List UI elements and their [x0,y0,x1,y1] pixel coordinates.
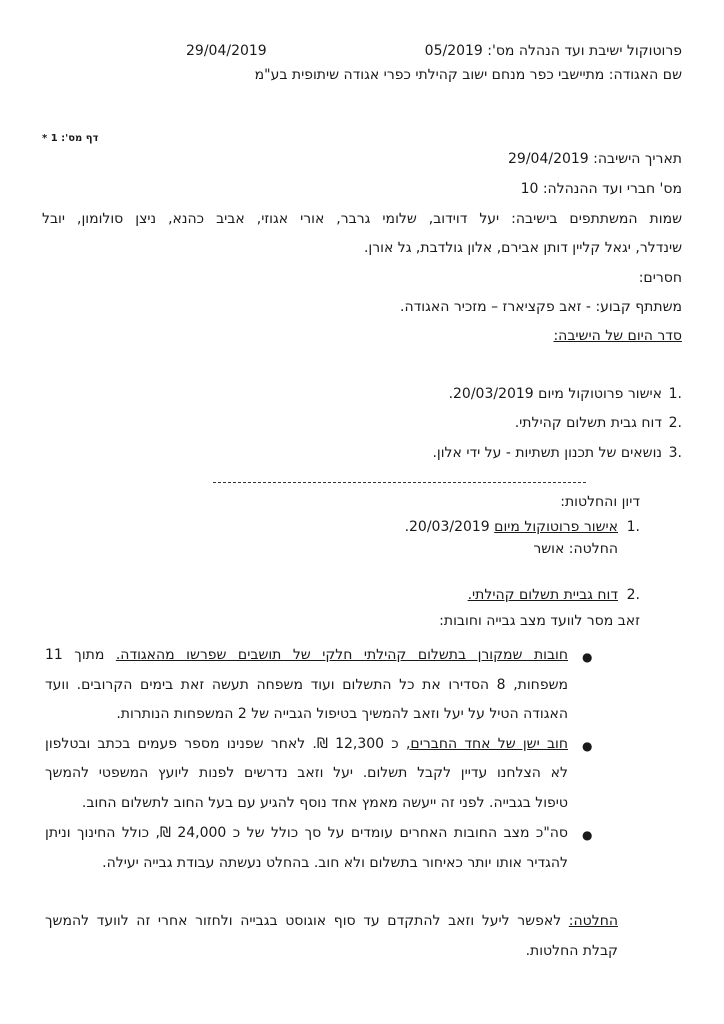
association-name: שם האגודה: מתיישבי כפר מנחם ישוב קהילתי כפרי אגודה שיתופית בע"מ [254,67,682,83]
discussion-item1-heading [405,519,618,535]
discussion-item-number: 1. [626,519,640,535]
participants-line1: שמות המשתתפים בישיבה: יעל דוידוב, שלומי גרבר, אורי אגוזי, אביב כהנא, ניצן סולומון, יובל [42,211,682,227]
discussion-item1-decision: החלטה: אושר [533,541,618,557]
discussion-item-number: 2. [626,587,640,603]
permanent-participant: משתתף קבוע: - זאב פקציארז – מזכיר האגודה. [400,299,682,315]
bullet-icon: ● [582,828,593,842]
decision-line2: קבלת החלטות. [525,943,618,959]
agenda-number: 3. [668,445,682,461]
discussion-item2-title: דוח גביית תשלום קהילתי. [467,587,618,603]
bullet1-line3: האגודה הטיל על יעל וזאב להמשיך בטיפול הגבייה של 2 המשפחות הנותרות. [116,706,568,722]
agenda-number: 2. [668,415,682,431]
header-date: 29/04/2019 [186,43,267,59]
page-number: דף מס': 1 * [42,133,99,144]
bullet-icon: ● [582,739,593,753]
agenda-number: 1. [668,386,682,402]
bullet3-line2: להגדיר אותו יותר כאיחור בתשלום ולא חוב. בהחלט נעשתה עבודת גבייה יעילה. [102,855,568,871]
decision-label: החלטה: [568,913,618,929]
section-divider [213,482,586,483]
bullet1-underlined: חובות שמקורן בתשלום קהילתי חלקי של תושבים שפרשו מהאגודה. [115,647,569,663]
decision-line1 [45,913,618,929]
agenda-item: אישור פרוטוקול מיום 20/03/2019. [448,386,662,402]
absent-label: חסרים: [638,270,682,286]
bullet2-line2: לא הצלחנו עדיין לקבל תשלום. יעל וזאב נדרשים לפנות ליועץ המשפטי להמשך [45,765,568,781]
agenda-item: נושאים של תכנון תשתיות - על ידי אלון. [432,445,662,461]
bullet2-line1 [45,736,568,752]
agenda-item: דוח גבית תשלום קהילתי. [514,415,662,431]
bullet2-underlined: חוב ישן של אחד החברים, [405,736,569,752]
discussion-item1-date: 20/03/2019. [404,519,490,535]
discussion-title: דיון והחלטות: [560,494,640,510]
participants-line2: שינדלר, יגאל קליין דותן אבירם, אלון גולדבת, גל אורן. [363,240,682,256]
agenda-title: סדר היום של הישיבה: [553,328,682,344]
bullet2-line3: טיפול בגבייה. לפני זה ייעשה מאמץ אחד נוסף להגיע עם בעל החוב לתשלום החוב. [81,795,568,811]
protocol-title: פרוטוקול ישיבת ועד הנהלה מס': 05/2019 [424,43,682,59]
discussion-item2-intro: זאב מסר לוועד מצב גבייה וחובות: [439,613,640,629]
bullet3-line1: סה"כ מצב החובות האחרים עומדים על סך כולל של כ 24,000 ₪, כולל החינוך וניתן [45,825,569,841]
bullet-icon: ● [582,650,593,664]
bullet2-rest: כ 12,300 ₪. לאחר שפנינו מספר פעמים בכתב ובטלפון [45,736,399,752]
bullet1-line2: משפחות, 8 הסדירו את כל התשלום ועוד משפחה תעשה זאת בימים הקרובים. וועד [45,677,568,693]
meeting-date: תאריך הישיבה: 29/04/2019 [508,151,682,167]
discussion-item1-title: אישור פרוטוקול מיום [494,519,618,535]
decision-text: לאפשר ליעל וזאב להתקדם עד סוף אוגוסט בגבייה ולחזור אחרי זה לוועד להמשך [45,913,562,929]
bullet1-line1 [45,647,568,663]
members-count: מס' חברי ועד ההנהלה: 10 [520,181,682,197]
bullet1-rest: מתוך 11 [45,647,105,663]
